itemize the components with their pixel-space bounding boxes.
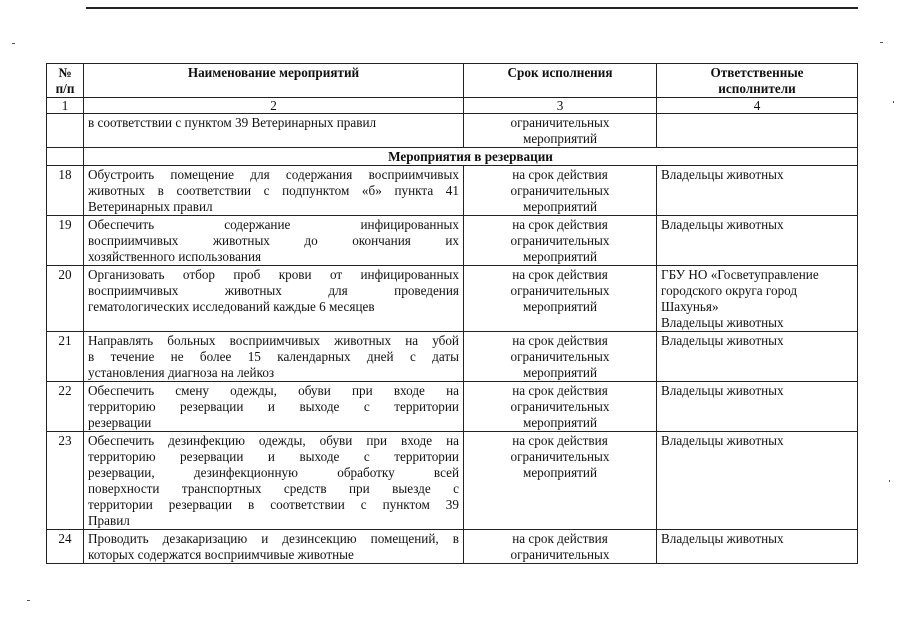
measure-text-line: резервации, дезинфекционную обработку всей — [88, 465, 459, 480]
measure-text-line: резервации — [88, 415, 152, 430]
term-line: ограничительных — [510, 449, 610, 464]
header-num-line: п/п — [55, 81, 75, 96]
scan-speck — [12, 43, 15, 44]
measure-name — [84, 332, 464, 382]
responsible-line: Владельцы животных — [661, 383, 784, 398]
measure-text-line: установления диагноза на лейкоз — [88, 365, 275, 380]
section-title-row — [47, 148, 858, 166]
responsible-line: Владельцы животных — [661, 531, 784, 546]
measure-text-line: Направлять больных восприимчивых животных на убой — [88, 333, 459, 348]
measure-text-line: территорию резервации и выходе с территории — [88, 399, 459, 414]
header-num — [47, 64, 84, 98]
responsible-line: Владельцы животных — [661, 167, 784, 182]
table-header-row — [47, 64, 858, 98]
measure-text-line: Проводить дезакаризацию и дезинсекцию помещений, в — [88, 531, 459, 546]
term-line: ограничительных — [510, 349, 610, 364]
measure-text-line: Организовать отбор проб крови от инфицированных — [88, 267, 459, 282]
column-number: 4 — [657, 98, 858, 114]
term-line: на срок действия — [512, 167, 608, 182]
responsible — [657, 332, 858, 382]
term-line: ограничительных — [510, 399, 610, 414]
table-row — [47, 216, 858, 266]
measure-text-line: которых содержатся восприимчивые животные — [88, 547, 354, 562]
responsible — [657, 166, 858, 216]
measure-text-line: в соответствии с пунктом 39 Ветеринарных правил — [88, 115, 377, 130]
table-row — [47, 266, 858, 332]
term-line: мероприятий — [522, 199, 598, 214]
responsible-line: Владельцы животных — [661, 217, 784, 232]
measure-text-line: территории резервации в соответствии с пунктом 39 — [88, 497, 459, 512]
term-line: ограничительных — [510, 183, 610, 198]
term — [464, 530, 657, 564]
header-resp-line: Ответственные — [710, 65, 804, 80]
row-number — [47, 114, 84, 148]
row-number: 22 — [47, 382, 84, 432]
column-number: 1 — [47, 98, 84, 114]
responsible-line: Владельцы животных — [661, 315, 784, 330]
term-line: ограничительных — [510, 233, 610, 248]
measure-text-line: Ветеринарных правил — [88, 199, 213, 214]
scan-speck — [27, 600, 30, 601]
term-line: на срок действия — [512, 383, 608, 398]
term-line: мероприятий — [522, 299, 598, 314]
table-row-continuation — [47, 114, 858, 148]
row-number: 19 — [47, 216, 84, 266]
responsible — [657, 382, 858, 432]
measure-name — [84, 166, 464, 216]
measure-name — [84, 382, 464, 432]
row-number: 18 — [47, 166, 84, 216]
section-spacer — [47, 148, 84, 166]
table-row — [47, 432, 858, 530]
row-number: 24 — [47, 530, 84, 564]
page-top-rule — [86, 7, 858, 9]
header-responsible — [657, 64, 858, 98]
term-line: мероприятий — [522, 365, 598, 380]
measure-name — [84, 216, 464, 266]
header-name: Наименование мероприятий — [84, 64, 464, 98]
measure-text-line: Обустроить помещение для содержания восприимчивых — [88, 167, 459, 182]
header-term: Срок исполнения — [464, 64, 657, 98]
measure-text-line: территорию резервации и выходе с территории — [88, 449, 459, 464]
column-number: 3 — [464, 98, 657, 114]
measure-text-line: Обеспечить дезинфекцию одежды, обуви при входе на — [88, 433, 459, 448]
responsible-line: Шахунья» — [661, 299, 719, 314]
table-row — [47, 530, 858, 564]
responsible-line: Владельцы животных — [661, 333, 784, 348]
term-line: мероприятий — [522, 249, 598, 264]
responsible — [657, 114, 858, 148]
term-line: мероприятий — [522, 131, 598, 146]
responsible-line: городского округа город — [661, 283, 798, 298]
header-num-line: № — [58, 65, 72, 80]
term — [464, 266, 657, 332]
row-number: 21 — [47, 332, 84, 382]
term-line: ограничительных — [510, 115, 610, 130]
term-line: ограничительных — [510, 547, 610, 562]
responsible — [657, 216, 858, 266]
row-number: 23 — [47, 432, 84, 530]
responsible — [657, 266, 858, 332]
measure-name — [84, 266, 464, 332]
term-line: мероприятий — [522, 415, 598, 430]
measure-text-line: восприимчивых животных до окончания их — [88, 233, 459, 248]
row-number: 20 — [47, 266, 84, 332]
term — [464, 216, 657, 266]
measure-text-line: восприимчивых животных для проведения — [88, 283, 459, 298]
measure-text-line: Правил — [88, 513, 130, 528]
responsible-line: ГБУ НО «Госветуправление — [661, 267, 819, 282]
term-line: на срок действия — [512, 217, 608, 232]
scan-speck — [893, 101, 894, 103]
term-line: ограничительных — [510, 283, 610, 298]
scan-speck — [880, 42, 883, 43]
measure-text-line: поверхности транспортных средств при выезде с — [88, 481, 459, 496]
responsible-line: Владельцы животных — [661, 433, 784, 448]
column-numbers-row — [47, 98, 858, 114]
measure-name — [84, 432, 464, 530]
responsible — [657, 530, 858, 564]
term — [464, 114, 657, 148]
term-line: на срок действия — [512, 267, 608, 282]
measure-text-line: гематологических исследований каждые 6 месяцев — [88, 299, 375, 314]
term — [464, 166, 657, 216]
measure-name — [84, 530, 464, 564]
section-title: Мероприятия в резервации — [84, 148, 858, 166]
term — [464, 332, 657, 382]
table-row — [47, 382, 858, 432]
term-line: на срок действия — [512, 433, 608, 448]
header-resp-line: исполнители — [718, 81, 796, 96]
measures-table — [46, 63, 858, 564]
term-line: мероприятий — [522, 465, 598, 480]
term — [464, 432, 657, 530]
measure-text-line: Обеспечить содержание инфицированных — [88, 217, 459, 232]
scan-speck — [889, 480, 890, 482]
measure-text-line: хозяйственного использования — [88, 249, 262, 264]
measure-text-line: в течение не более 15 календарных дней с даты — [88, 349, 459, 364]
term-line: на срок действия — [512, 531, 608, 546]
responsible — [657, 432, 858, 530]
term-line: на срок действия — [512, 333, 608, 348]
table-row — [47, 166, 858, 216]
column-number: 2 — [84, 98, 464, 114]
table-body — [47, 114, 858, 564]
table-row — [47, 332, 858, 382]
measure-text-line: Обеспечить смену одежды, обуви при входе на — [88, 383, 459, 398]
term — [464, 382, 657, 432]
measure-name — [84, 114, 464, 148]
measure-text-line: животных в соответствии с подпунктом «б» пункта 41 — [88, 183, 459, 198]
